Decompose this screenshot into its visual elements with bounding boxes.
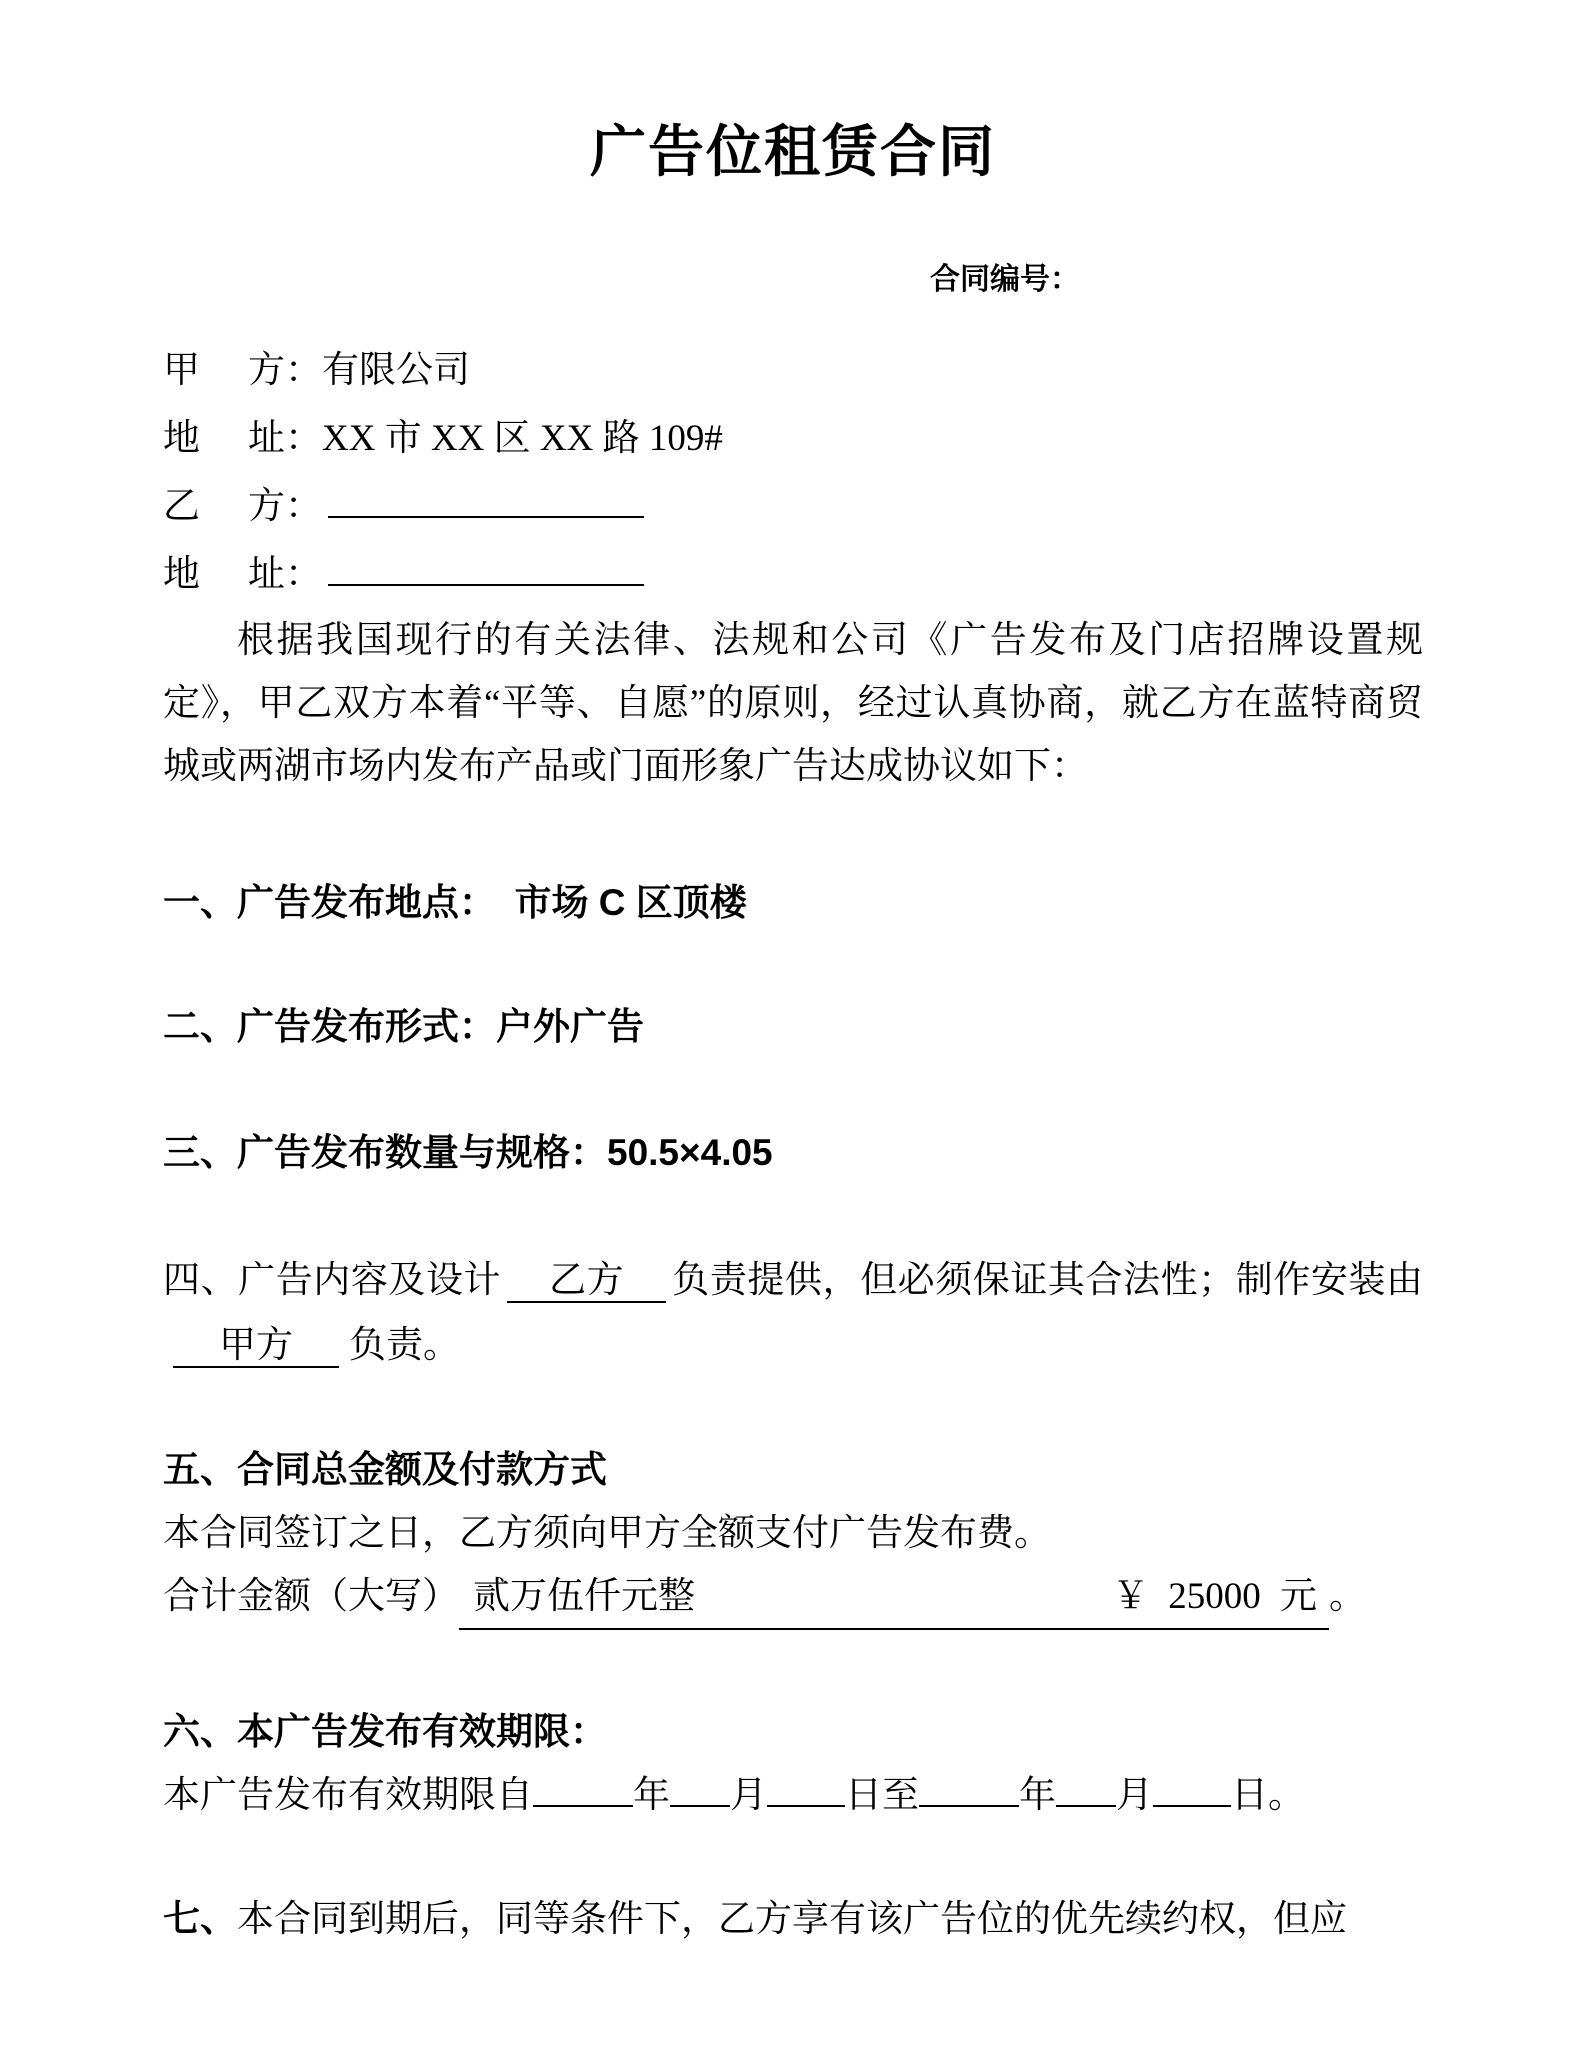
address-a-label: 地	[163, 418, 200, 459]
amount-in-words: 贰万伍仟元整	[473, 1576, 695, 1617]
amount-period: 。	[1329, 1576, 1366, 1617]
section-4-middle-text: 负责提供，但必须保证其合法性；制作安装由	[672, 1260, 1424, 1301]
end-year-label: 年	[1019, 1775, 1056, 1816]
section-7-paragraph	[163, 1887, 1423, 1951]
section-2-heading	[163, 1002, 1423, 1052]
section-6-date-line	[163, 1764, 1423, 1827]
parties-block	[163, 337, 1423, 609]
start-year-blank	[533, 1775, 633, 1807]
section-5-amount-line	[163, 1565, 1423, 1630]
start-year-label: 年	[633, 1775, 670, 1816]
contract-document-page	[0, 120, 1587, 2067]
section-6-heading	[163, 1700, 1423, 1764]
start-day-label: 日至	[845, 1775, 919, 1816]
party-b-name-blank-line	[328, 484, 644, 518]
end-month-blank	[1056, 1775, 1116, 1807]
contract-number-label: 合同编号：	[930, 263, 1080, 296]
section-5-heading-text: 合同总金额及付款方式	[237, 1450, 607, 1491]
section-4-number: 四、	[163, 1260, 239, 1301]
section-1-number: 一、	[163, 882, 237, 923]
address-a-value: XX 市 XX 区 XX 路 109#	[322, 418, 723, 459]
section-3-text: 广告发布数量与规格：50.5×4.05	[237, 1132, 773, 1173]
section-6-heading-text: 本广告发布有效期限：	[237, 1712, 607, 1753]
section-4-tail-text: 负责。	[349, 1325, 460, 1366]
document-title: 广告位租赁合同	[590, 120, 996, 183]
end-day-label: 日。	[1231, 1775, 1305, 1816]
section-4-paragraph	[163, 1248, 1423, 1378]
address-b-label: 地	[163, 554, 200, 595]
amount-label: 合计金额（大写）	[163, 1576, 459, 1617]
party-a-fill-blank: 甲方	[173, 1325, 339, 1368]
party-b-label-2: 方：	[248, 486, 322, 527]
start-month-label: 月	[730, 1775, 767, 1816]
start-month-blank	[670, 1775, 730, 1807]
section-1-text: 广告发布地点： 市场 C 区顶楼	[237, 882, 747, 923]
section-7-text: 本合同到期后，同等条件下，乙方享有该广告位的优先续约权，但应	[237, 1899, 1347, 1940]
start-day-blank	[767, 1775, 845, 1807]
section-3-heading	[163, 1128, 1423, 1178]
party-b-label: 乙	[163, 486, 200, 527]
section-5-payment-line: 本合同签订之日，乙方须向甲方全额支付广告发布费。	[163, 1513, 1051, 1554]
party-row-a	[163, 337, 1423, 405]
section-2-text: 广告发布形式：户外广告	[237, 1006, 644, 1047]
party-row-a-address	[163, 405, 1423, 473]
section-2-number: 二、	[163, 1006, 237, 1047]
party-row-b-address	[163, 541, 1423, 609]
amount-in-figures: ￥ 25000 元	[1112, 1576, 1317, 1617]
party-a-value: 有限公司	[322, 350, 470, 391]
preamble-paragraph: 根据我国现行的有关法律、法规和公司《广告发布及门店招牌设置规定》，甲乙双方本着“平等、自愿”的原则，经过认真协商，就乙方在蓝特商贸城或两湖市场内发布产品或门面形象广告达成协议如下：	[163, 620, 1423, 787]
address-b-label-2: 址：	[248, 554, 322, 595]
section-5-number: 五、	[163, 1449, 237, 1490]
end-month-label: 月	[1116, 1775, 1153, 1816]
address-b-blank-line	[328, 552, 644, 586]
address-a-label-2: 址：	[248, 418, 322, 459]
section-4-lead-text: 广告内容及设计	[238, 1260, 502, 1301]
party-a-label: 甲	[163, 350, 200, 391]
end-year-blank	[919, 1775, 1019, 1807]
section-3-number: 三、	[163, 1132, 237, 1173]
party-b-fill-blank: 乙方	[507, 1260, 666, 1303]
party-a-label-2: 方：	[248, 350, 322, 391]
end-day-blank	[1153, 1775, 1231, 1807]
section-1-heading	[163, 878, 1423, 928]
section-5-heading	[163, 1438, 1423, 1502]
party-row-b	[163, 473, 1423, 541]
section-6-number: 六、	[163, 1711, 237, 1752]
date-lead-text: 本广告发布有效期限自	[163, 1775, 533, 1816]
section-7-number: 七、	[163, 1898, 237, 1939]
amount-underline	[459, 1565, 1329, 1630]
